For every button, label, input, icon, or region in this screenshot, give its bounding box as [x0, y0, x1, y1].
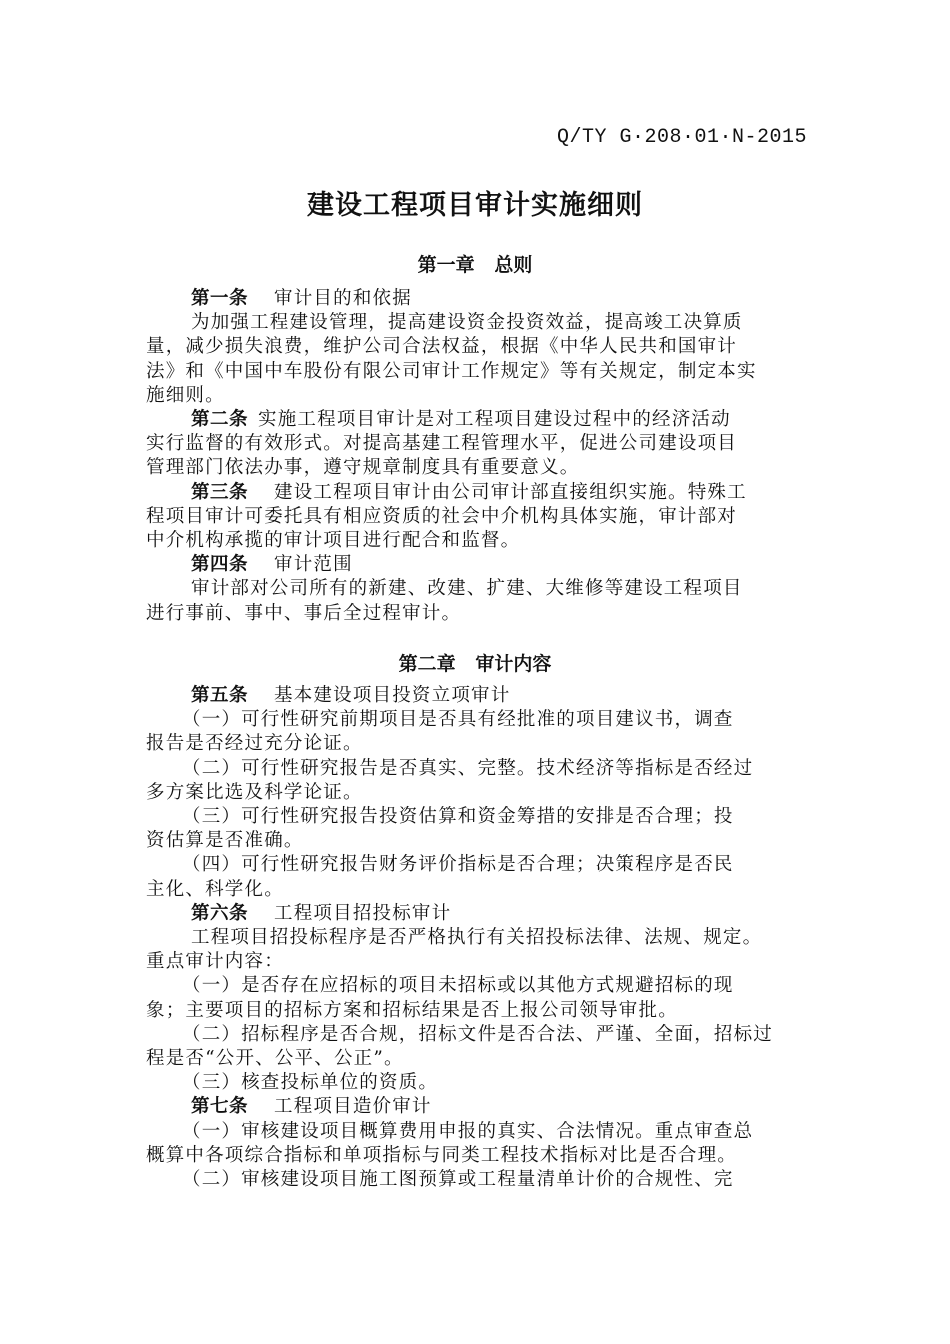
article-1-label: 第一条 — [191, 288, 249, 309]
list-item-line: 主化、科学化。 — [146, 878, 284, 900]
article-3-line — [146, 481, 826, 505]
list-item-line: （二）可行性研究报告是否真实、完整。技术经济等指标是否经过 — [182, 757, 754, 779]
chapter-2-body — [146, 684, 826, 1192]
list-item-line: （二）审核建设项目施工图预算或工程量清单计价的合规性、完 — [182, 1169, 734, 1191]
list-item-line: 象；主要项目的招标方案和招标结果是否上报公司领导审批。 — [146, 999, 678, 1021]
article-6-label: 第六条 — [191, 902, 249, 924]
list-item-line: （一）审核建设项目概算费用申报的真实、合法情况。重点审查总 — [182, 1120, 754, 1142]
article-4-heading: 审计范围 — [274, 554, 353, 576]
list-item-line: （四）可行性研究报告财务评价指标是否合理；决策程序是否民 — [182, 854, 734, 876]
article-1-title — [146, 287, 826, 311]
article-6-title — [146, 902, 826, 926]
list-item-line: （一）可行性研究前期项目是否具有经批准的项目建议书，调查 — [182, 709, 734, 731]
list-item-line: （二）招标程序是否合规，招标文件是否合法、严谨、全面，招标过 — [182, 1023, 774, 1045]
document-code: Q/TY G·208·01·N-2015 — [556, 126, 807, 149]
paragraph-line: 工程项目招投标程序是否严格执行有关招投标法律、法规、规定。 — [191, 927, 763, 949]
article-7-title — [146, 1095, 826, 1119]
document-title: 建设工程项目审计实施细则 — [307, 190, 643, 221]
list-item-line: （三）核查投标单位的资质。 — [182, 1072, 439, 1094]
article-2-line — [146, 408, 826, 432]
paragraph-line: 进行事前、事中、事后全过程审计。 — [146, 602, 462, 624]
article-7-heading: 工程项目造价审计 — [274, 1096, 432, 1118]
paragraph-line: 审计部对公司所有的新建、改建、扩建、大维修等建设工程项目 — [191, 578, 743, 600]
paragraph-line: 量，减少损失浪费，维护公司合法权益，根据《中华人民共和国审计 — [146, 336, 738, 358]
list-item-line: （一）是否存在应招标的项目未招标或以其他方式规避招标的现 — [182, 975, 734, 997]
paragraph-line: 管理部门依法办事，遵守规章制度具有重要意义。 — [146, 457, 580, 479]
paragraph-line: 法》和《中国中车股份有限公司审计工作规定》等有关规定，制定本实 — [146, 360, 757, 382]
chapter-2-heading: 第二章 审计内容 — [398, 653, 552, 675]
article-4-label: 第四条 — [191, 554, 249, 576]
article-5-label: 第五条 — [191, 685, 249, 706]
paragraph-line: 施细则。 — [146, 384, 225, 406]
list-item-line: 程是否“公开、公平、公正”。 — [146, 1048, 404, 1070]
article-4-title — [146, 553, 826, 577]
paragraph-line: 为加强工程建设管理，提高建设资金投资效益，提高竣工决算质 — [191, 312, 743, 334]
list-item-line: （三）可行性研究报告投资估算和资金筹措的安排是否合理；投 — [182, 806, 734, 828]
paragraph-line: 程项目审计可委托具有相应资质的社会中介机构具体实施，审计部对 — [146, 505, 738, 527]
paragraph-line: 中介机构承揽的审计项目进行配合和监督。 — [146, 530, 521, 552]
paragraph-line: 实行监督的有效形式。对提高基建工程管理水平，促进公司建设项目 — [146, 433, 738, 455]
chapter-1-body — [146, 287, 826, 626]
article-3-label: 第三条 — [191, 481, 249, 503]
article-3-text: 建设工程项目审计由公司审计部直接组织实施。特殊工 — [274, 481, 747, 503]
chapter-1-heading: 第一章 总则 — [417, 254, 533, 276]
list-item-line: 报告是否经过充分论证。 — [146, 733, 363, 755]
article-2-text: 实施工程项目审计是对工程项目建设过程中的经济活动 — [258, 409, 731, 431]
article-6-heading: 工程项目招投标审计 — [274, 902, 452, 924]
article-1-heading: 审计目的和依据 — [274, 288, 412, 309]
list-item-line: 概算中各项综合指标和单项指标与同类工程技术指标对比是否合理。 — [146, 1144, 738, 1166]
paragraph-line: 重点审计内容： — [146, 951, 284, 973]
article-5-title — [146, 684, 826, 708]
list-item-line: 资估算是否准确。 — [146, 830, 304, 852]
article-2-label: 第二条 — [191, 409, 249, 431]
list-item-line: 多方案比选及科学论证。 — [146, 781, 363, 803]
article-7-label: 第七条 — [191, 1096, 249, 1118]
article-5-heading: 基本建设项目投资立项审计 — [274, 685, 511, 706]
